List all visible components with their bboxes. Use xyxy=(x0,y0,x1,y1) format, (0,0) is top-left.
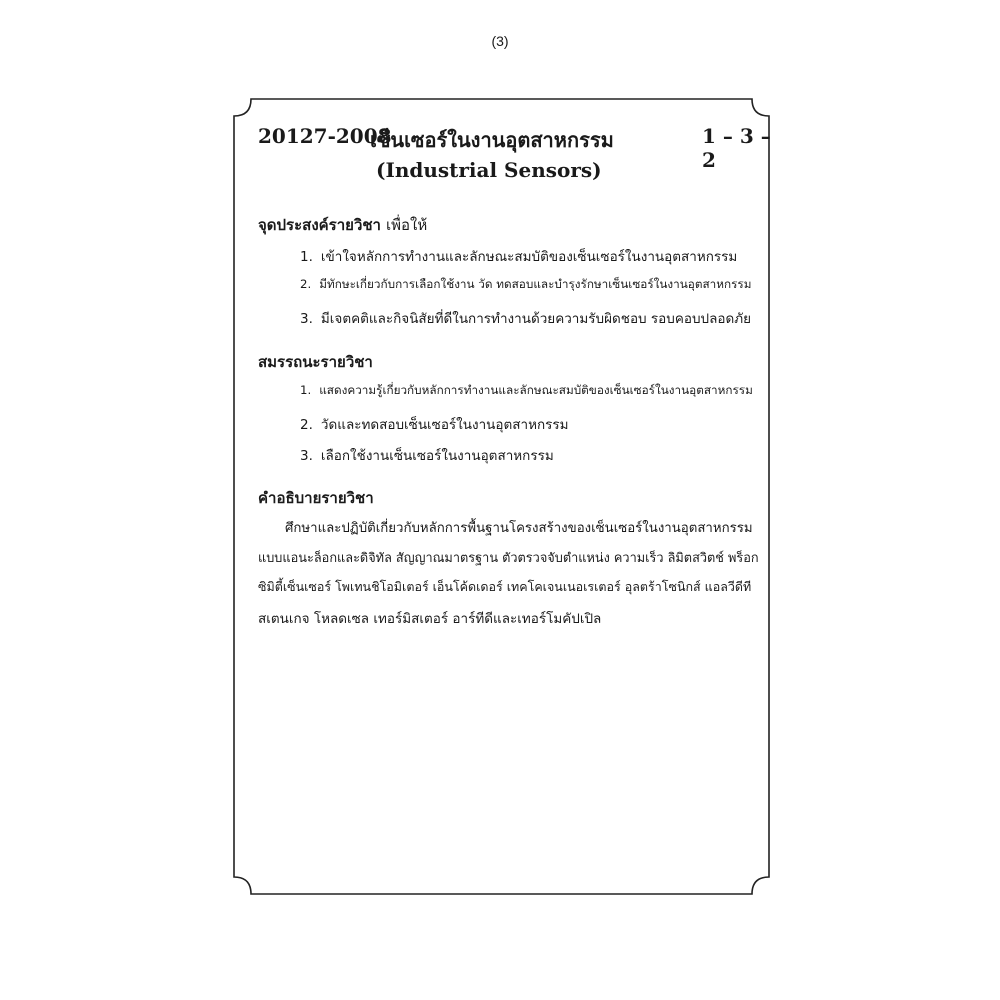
course-title-english: (Industrial Sensors) xyxy=(376,158,602,182)
objectives-heading-suffix: เพื่อให้ xyxy=(385,216,428,234)
objective-number: 3. xyxy=(300,311,313,327)
objective-text: มีทักษะเกี่ยวกับการเลือกใช้งาน วัด ทดสอบและบำรุงรักษาเซ็นเซอร์ในงานอุตสาหกรรม xyxy=(319,277,752,291)
description-line: แบบแอนะล็อกและดิจิทัล สัญญาณมาตรฐาน ตัวตรวจจับตำแหน่ง ความเร็ว ลิมิตสวิตช์ พร็อก xyxy=(258,551,759,566)
course-title-thai: เซ็นเซอร์ในงานอุตสาหกรรม xyxy=(370,128,614,152)
competency-number: 2. xyxy=(300,417,313,433)
objective-item xyxy=(300,276,751,294)
objectives-heading xyxy=(258,213,427,237)
competency-item xyxy=(300,444,554,466)
course-code: 20127-2008 xyxy=(258,124,392,148)
objective-text: เข้าใจหลักการทำงานและลักษณะสมบัติของเซ็นเซอร์ในงานอุตสาหกรรม xyxy=(320,249,738,265)
description-line: ซิมิตี้เซ็นเซอร์ โพเทนชิโอมิเตอร์ เอ็นโค้ดเดอร์ เทคโคเจนเนอเรเตอร์ อุลตร้าโซนิกส์ แอลวีดีที xyxy=(258,579,752,594)
description-heading xyxy=(258,486,374,510)
competency-item xyxy=(300,382,753,400)
competency-text: แสดงความรู้เกี่ยวกับหลักการทำงานและลักษณะสมบัติของเซ็นเซอร์ในงานอุตสาหกรรม xyxy=(319,383,753,397)
competency-text: วัดและทดสอบเซ็นเซอร์ในงานอุตสาหกรรม xyxy=(320,417,569,433)
competency-number: 3. xyxy=(300,448,313,464)
description-heading-text: คำอธิบายรายวิชา xyxy=(258,489,374,507)
objective-item xyxy=(300,307,751,329)
objective-text: มีเจตคติและกิจนิสัยที่ดีในการทำงานด้วยความรับผิดชอบ รอบคอบปลอดภัย xyxy=(320,311,752,327)
competency-item xyxy=(300,413,569,435)
competencies-heading xyxy=(258,350,373,374)
page-number: (3) xyxy=(491,33,509,49)
description-line: ศึกษาและปฏิบัติเกี่ยวกับหลักการพื้นฐานโครงสร้างของเซ็นเซอร์ในงานอุตสาหกรรม xyxy=(285,521,753,536)
page-content xyxy=(258,118,778,627)
objective-number: 2. xyxy=(300,277,312,291)
competencies-heading-text: สมรรถนะรายวิชา xyxy=(258,353,373,371)
course-credits: 1 – 3 – 2 xyxy=(702,124,771,172)
objective-number: 1. xyxy=(300,249,313,265)
objectives-heading-text: จุดประสงค์รายวิชา xyxy=(258,216,381,234)
objective-item xyxy=(300,245,737,267)
description-line: สเตนเกจ โหลดเซล เทอร์มิสเตอร์ อาร์ทีดีและเทอร์โมคัปเปิล xyxy=(258,611,602,627)
competency-text: เลือกใช้งานเซ็นเซอร์ในงานอุตสาหกรรม xyxy=(320,448,554,464)
competency-number: 1. xyxy=(300,383,312,397)
